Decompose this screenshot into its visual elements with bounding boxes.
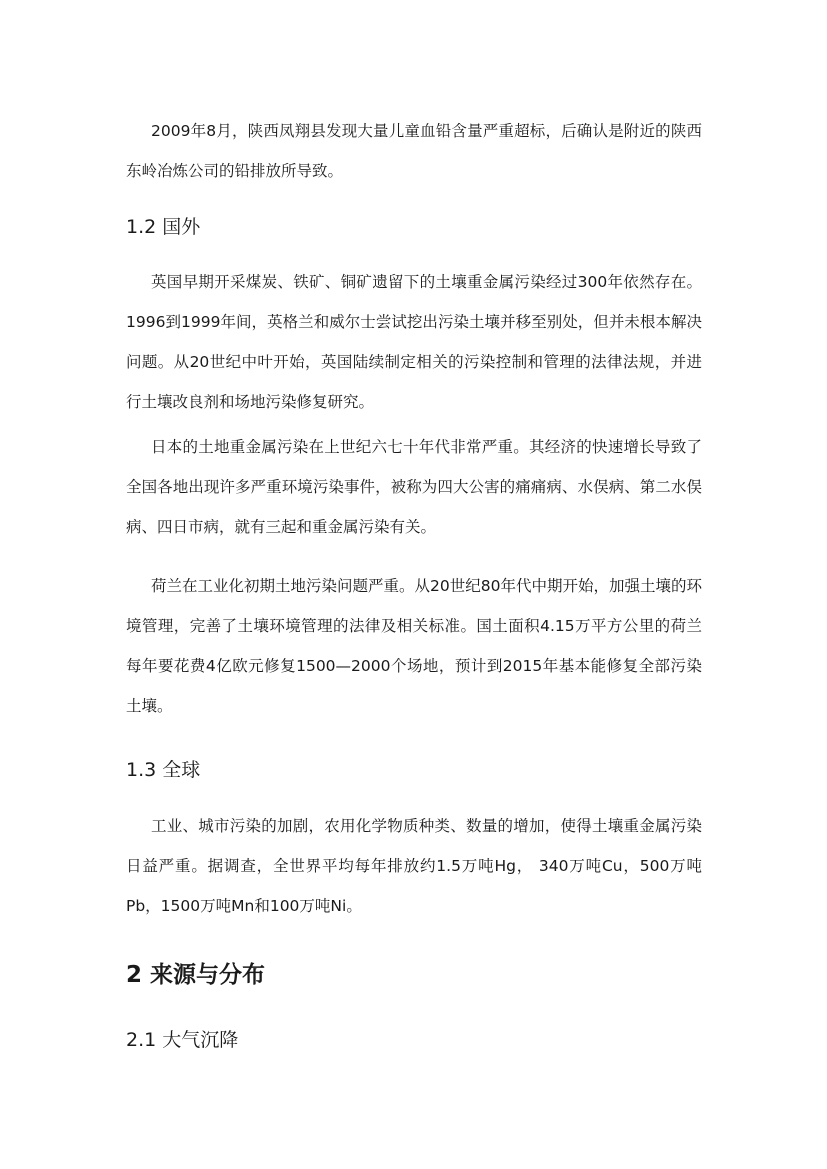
chapter-heading-sources: 2 来源与分布 xyxy=(126,962,266,988)
paragraph-shaanxi-lead: 2009年8月，陕西凤翔县发现大量儿童血铅含量严重超标，后确认是附近的陕西东岭冶炼公司的铅排放所导致。 xyxy=(126,122,702,180)
section-heading-atmospheric: 2.1 大气沉降 xyxy=(126,1029,239,1051)
paragraph-netherlands: 荷兰在工业化初期土地污染问题严重。从20世纪80年代中期开始，加强土壤的环境管理，完善了土壤环境管理的法律及相关标准。国土面积4.15万平方公里的荷兰每年要花费4亿欧元修复1500—2000个场地，预计到2015年基本能修复全部污染土壤。 xyxy=(126,577,702,715)
section-heading-global: 1.3 全球 xyxy=(126,759,201,781)
paragraph-japan: 日本的土地重金属污染在上世纪六七十年代非常严重。其经济的快速增长导致了全国各地出现许多严重环境污染事件，被称为四大公害的痛痛病、水俣病、第二水俣病、四日市病，就有三起和重金属污染有关。 xyxy=(126,438,702,536)
paragraph-uk: 英国早期开采煤炭、铁矿、铜矿遗留下的土壤重金属污染经过300年依然存在。1996到1999年间，英格兰和威尔士尝试挖出污染土壤并移至别处，但并未根本解决问题。从20世纪中叶开始，英国陆续制定相关的污染控制和管理的法律法规，并进行土壤改良剂和场地污染修复研究。 xyxy=(126,273,702,411)
paragraph-global: 工业、城市污染的加剧，农用化学物质种类、数量的增加，使得土壤重金属污染日益严重。据调查，全世界平均每年排放约1.5万吨Hg， 340万吨Cu，500万吨Pb，1500万吨Mn和100万吨Ni。 xyxy=(126,817,702,915)
section-heading-abroad: 1.2 国外 xyxy=(126,216,201,238)
